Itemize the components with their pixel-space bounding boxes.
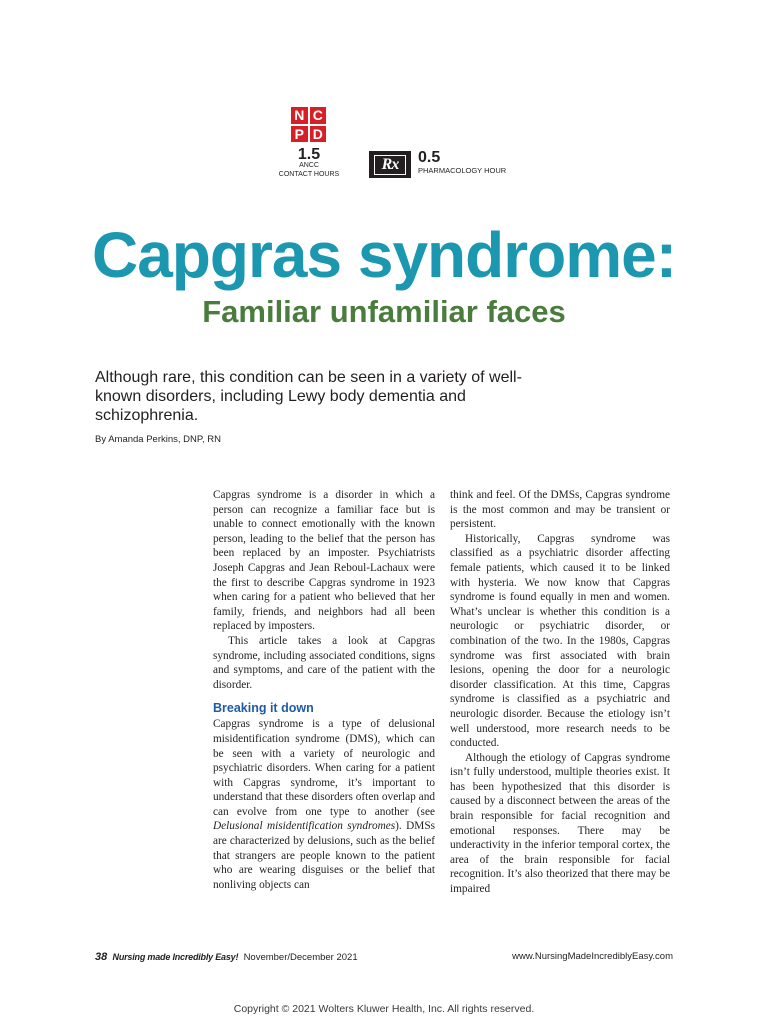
- ncpd-label: [275, 162, 343, 179]
- rx-icon: [369, 151, 411, 178]
- paragraph: Historically, Capgras syndrome was classified as a psychiatric disorder affecting female patients, which caused it to be linked with hysteria. We now know that Capgras syndrome is found equally in men and women. What’s unclear is whether this condition is a neurologic or psychiatric disorder, or combination of the two. In the 1980s, Capgras syndrome was first associated with brain lesions, opening the door for a neurologic disorder classification. At this time, Capgras syndrome is classified as a psychiatric and neurologic disorder. Because the etiology isn’t well understood, more research needs to be conducted.: [450, 532, 670, 750]
- journal-name: Nursing made Incredibly Easy!: [112, 952, 239, 962]
- copyright-notice: Copyright © 2021 Wolters Kluwer Health, Inc. All rights reserved.: [233, 1003, 535, 1015]
- article-subtitle: Familiar unfamiliar faces: [202, 294, 566, 329]
- ncpd-label-line1: ANCC: [299, 162, 319, 169]
- page-number: 38: [95, 951, 108, 963]
- paragraph: think and feel. Of the DMSs, Capgras syndrome is the most common and may be transient or persistent.: [450, 489, 670, 531]
- ncpd-label-line2: CONTACT HOURS: [278, 170, 340, 178]
- rx-hours: 0.5: [418, 149, 441, 166]
- paragraph-text: ). DMSs are characterized by delusions, such as the belief that strangers are people known to the patient who are wearing disguises or the belief that nonliving objects can: [213, 820, 435, 891]
- byline: By Amanda Perkins, DNP, RN: [95, 434, 222, 445]
- paragraph-text: Capgras syndrome is a type of delusional misidentification syndrome (DMS), which can be seen with a variety of neurologic and psychiatric disorders. When caring for a patient with Capgras syndrome, it’s important to understand that these disorders often overlap and can evolve from one type to another (see: [213, 718, 435, 818]
- footer-left: [95, 951, 358, 963]
- sidebar-reference: Delusional misidentification syndromes: [213, 820, 396, 833]
- article-deck: Although rare, this condition can be seen in a variety of well-known disorders, including Lewy body dementia and schizophrenia.: [95, 369, 522, 424]
- ncpd-badge: [290, 106, 327, 143]
- paragraph: This article takes a look at Capgras syndrome, including associated conditions, signs and symptoms, and care of the patient with the disorder.: [213, 634, 435, 691]
- article-title: Capgras syndrome:: [91, 219, 677, 291]
- body-column-2: [450, 488, 670, 897]
- ncpd-letter: D: [309, 125, 328, 144]
- ncpd-letter: P: [290, 125, 309, 144]
- issue-date: November/December 2021: [243, 952, 358, 963]
- ncpd-hours: 1.5: [297, 146, 321, 163]
- ncpd-letter: N: [290, 106, 309, 125]
- paragraph: [213, 717, 435, 892]
- rx-symbol: Rx: [374, 155, 406, 175]
- section-heading: Breaking it down: [213, 701, 314, 716]
- paragraph: Although the etiology of Capgras syndrome isn’t fully understood, multiple theories exist. It has been hypothesized that this disorder is caused by a disconnect between the areas of the brain responsible for facial recognition and emotional responses. There may be underactivity in the inferior temporal cortex, the area of the brain responsible for facial recognition. It’s also theorized that there may be impaired: [450, 751, 670, 896]
- ncpd-letter: C: [309, 106, 328, 125]
- paragraph: Capgras syndrome is a disorder in which a person can recognize a familiar face but is unable to connect emotionally with the known person, leading to the belief that the person has been replaced by an imposter. Psychiatrists Joseph Capgras and Jean Reboul-Lachaux were the first to describe Capgras syndrome in 1923 when caring for a patient who believed that her family, friends, and neighbors had all been replaced by imposters.: [213, 489, 435, 633]
- body-column-1: [213, 488, 435, 892]
- rx-label: PHARMACOLOGY HOUR: [418, 166, 507, 175]
- journal-url: www.NursingMadeIncrediblyEasy.com: [512, 951, 673, 962]
